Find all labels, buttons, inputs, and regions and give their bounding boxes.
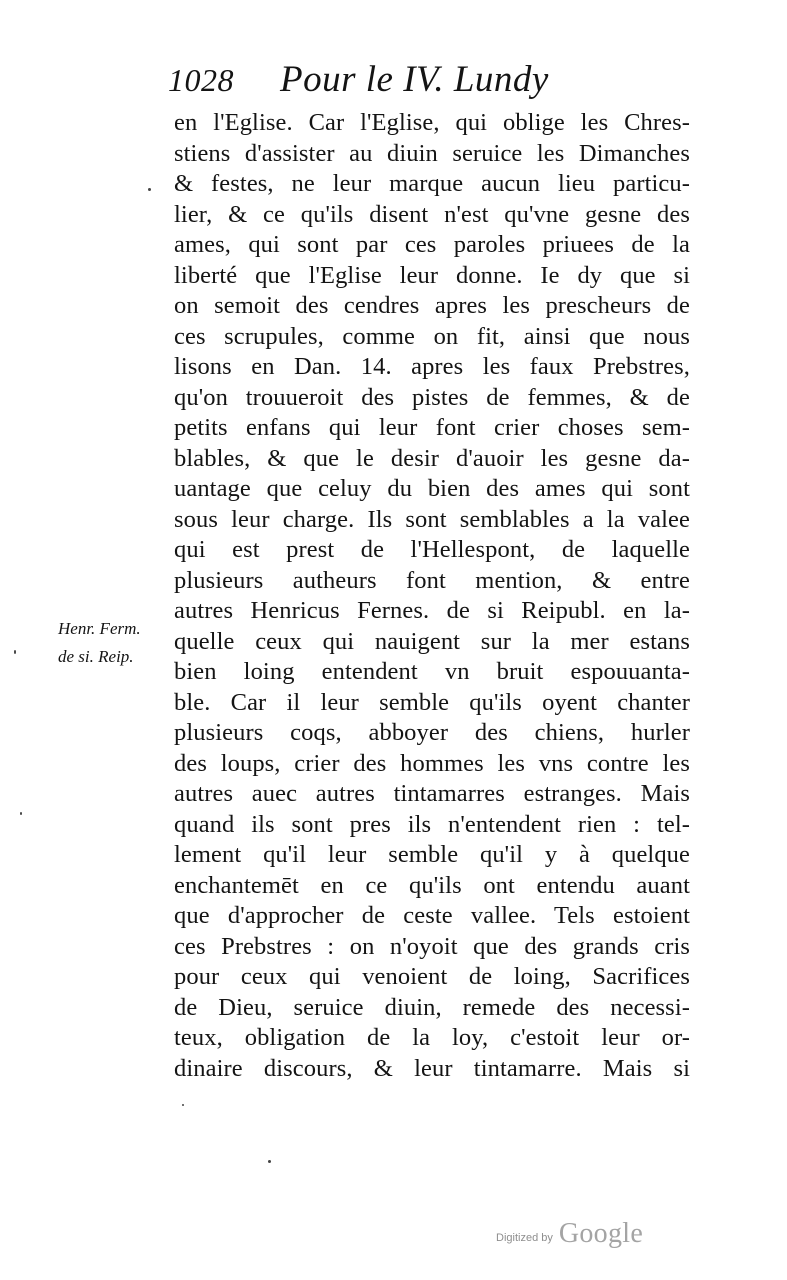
text-line: autres Henricus Fernes. de si Reipubl. en la- <box>174 597 690 624</box>
page-number: 1028 <box>168 62 234 98</box>
text-line: quand ils sont pres ils n'entendent rien : tel- <box>174 810 690 838</box>
text-line: bien loing entendent vn bruit espouuanta- <box>174 658 690 685</box>
text-line: teux, obligation de la loy, c'estoit leur or- <box>174 1024 690 1051</box>
text-line: ces Prebstres : on n'oyoit que des grands cris <box>174 932 690 960</box>
text-line: blables, & que le desir d'auoir les gesne da- <box>174 444 690 472</box>
text-line: lier, & ce qu'ils disent n'est qu'vne gesne des <box>174 200 690 228</box>
text-line: on semoit des cendres apres les prescheurs de <box>174 292 690 319</box>
scan-speck <box>148 188 151 191</box>
text-line: plusieurs coqs, abboyer des chiens, hurler <box>174 719 690 746</box>
scan-speck <box>20 812 22 815</box>
digitization-watermark <box>496 1216 643 1250</box>
margin-note: de si. Reip. <box>58 647 134 666</box>
text-line: en l'Eglise. Car l'Eglise, qui oblige les Chres- <box>174 109 690 136</box>
text-line: de Dieu, seruice diuin, remede des necessi- <box>174 993 690 1021</box>
google-logo: Google <box>558 1218 644 1249</box>
text-line: ble. Car il leur semble qu'ils oyent chanter <box>174 688 690 716</box>
text-line: & festes, ne leur marque aucun lieu particu- <box>174 170 690 197</box>
scan-speck <box>14 650 16 654</box>
running-head: Pour le IV. Lundy <box>280 59 549 100</box>
text-line: enchantemēt en ce qu'ils ont entendu auant <box>174 871 690 899</box>
text-line: que d'approcher de ceste vallee. Tels estoient <box>174 902 690 929</box>
scan-speck <box>268 1160 271 1163</box>
text-line: dinaire discours, & leur tintamarre. Mais si <box>174 1054 690 1082</box>
text-line: ces scrupules, comme on fit, ainsi que nous <box>174 322 690 350</box>
text-line: petits enfans qui leur font crier choses sem- <box>174 414 690 441</box>
text-line: lement qu'il leur semble qu'il y à quelque <box>174 841 690 868</box>
text-line: sous leur charge. Ils sont semblables a la valee <box>174 505 690 533</box>
text-line: qui est prest de l'Hellespont, de laquelle <box>174 536 690 563</box>
text-line: lisons en Dan. 14. apres les faux Prebstres, <box>174 353 690 380</box>
text-line: pour ceux qui venoient de loing, Sacrifices <box>174 963 690 990</box>
watermark-prefix: Digitized by <box>496 1232 553 1244</box>
text-line: quelle ceux qui nauigent sur la mer estans <box>174 627 690 655</box>
margin-note: Henr. Ferm. <box>58 619 141 638</box>
text-line: qu'on trouueroit des pistes de femmes, & de <box>174 383 690 411</box>
text-line: stiens d'assister au diuin seruice les Dimanches <box>174 139 690 167</box>
text-line: uantage que celuy du bien des ames qui sont <box>174 475 690 502</box>
text-line: des loups, crier des hommes les vns contre les <box>174 749 690 777</box>
text-line: liberté que l'Eglise leur donne. Ie dy que si <box>174 261 690 289</box>
page-header <box>168 58 688 108</box>
text-line: autres auec autres tintamarres estranges. Mais <box>174 780 690 807</box>
scan-speck <box>182 1104 184 1106</box>
body-text <box>174 108 690 1084</box>
text-line: plusieurs autheurs font mention, & entre <box>174 566 690 594</box>
text-line: ames, qui sont par ces paroles priuees de la <box>174 231 690 258</box>
